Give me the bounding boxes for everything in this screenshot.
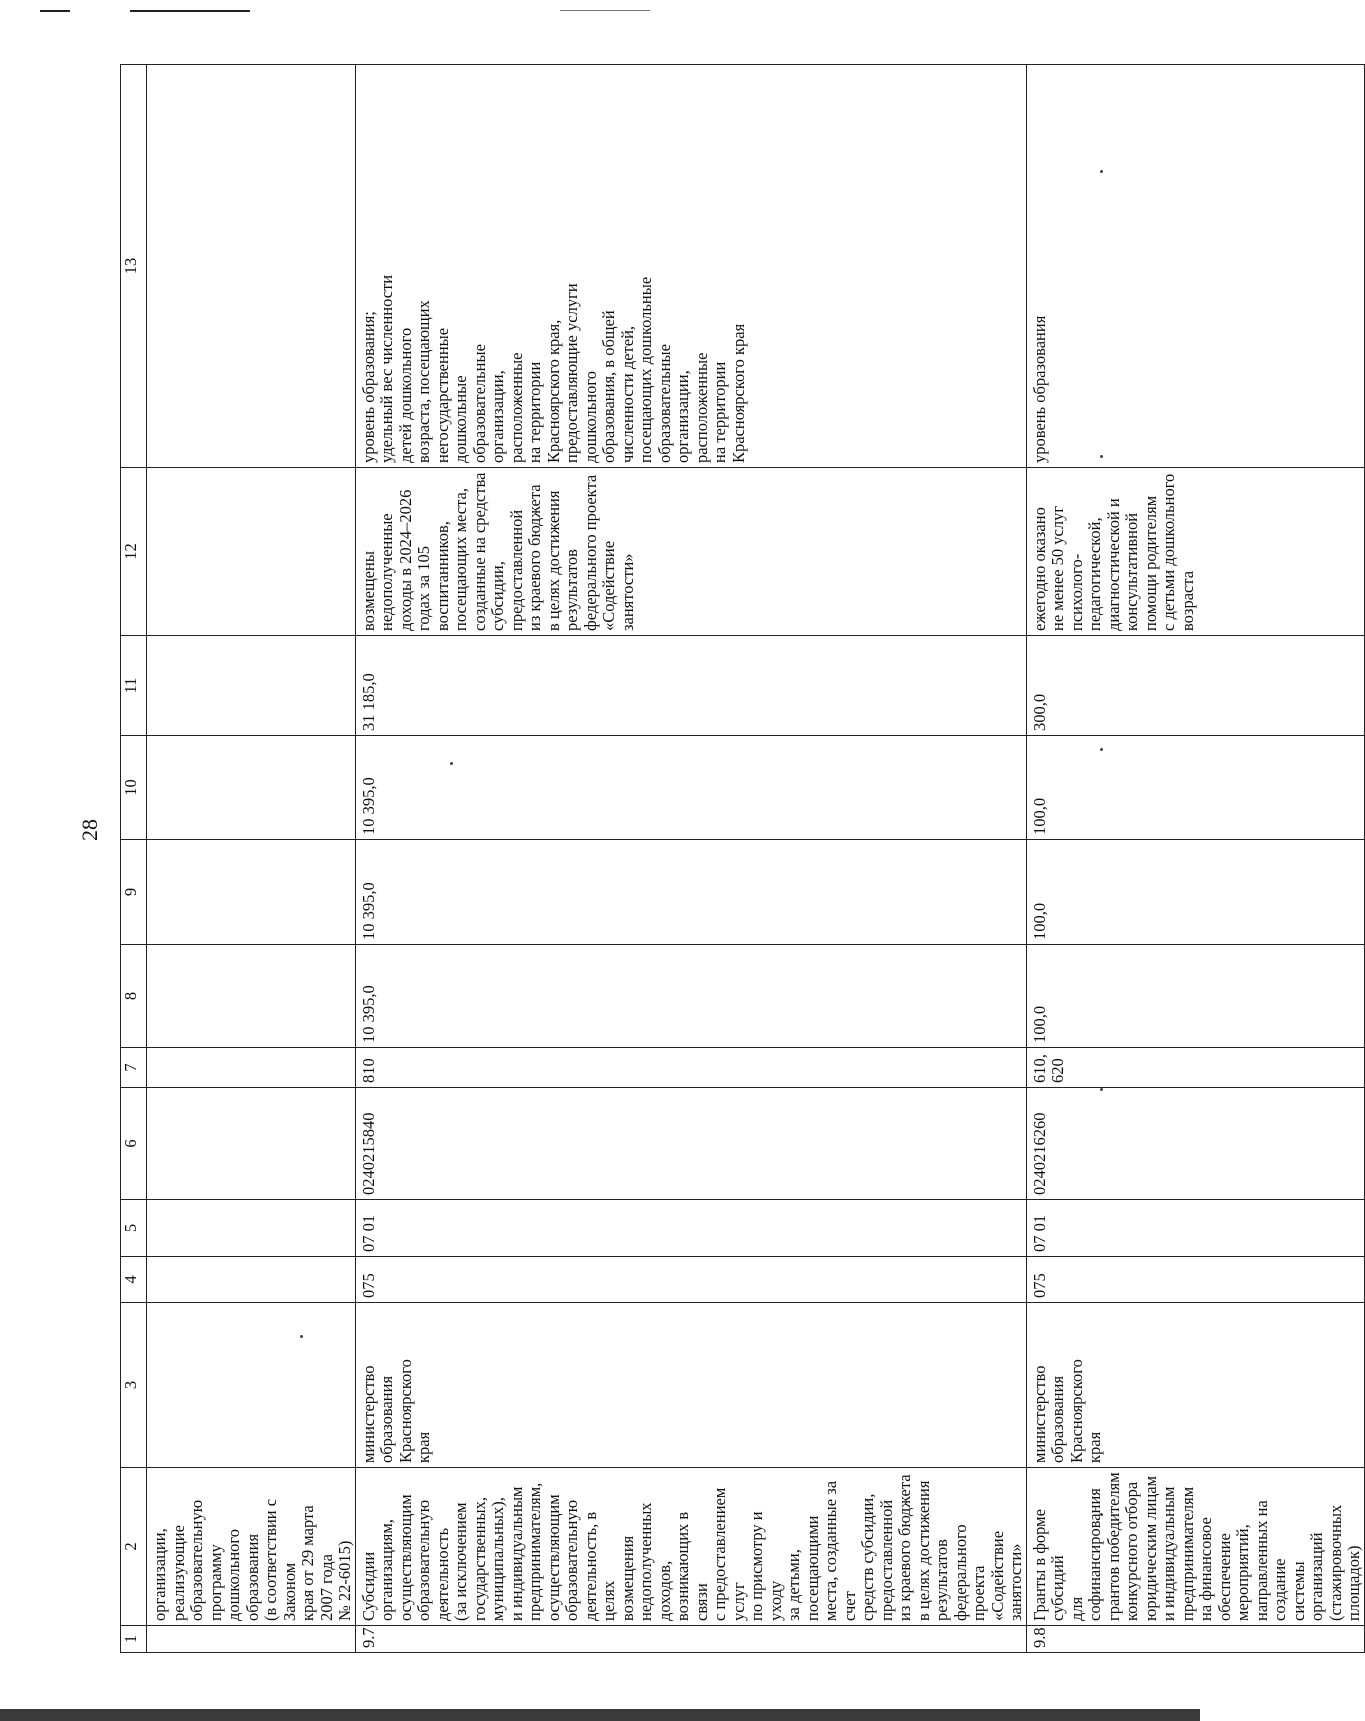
grbs-code-cell <box>147 1257 356 1303</box>
year-2-amount-cell: 10 395,0 <box>355 840 1026 945</box>
scan-bottom-edge <box>0 1709 1200 1721</box>
year-2-amount-cell <box>147 840 356 945</box>
year-1-amount-cell: 100,0 <box>1026 945 1364 1048</box>
column-number: 3 <box>121 1303 147 1468</box>
year-3-amount-cell <box>147 736 356 840</box>
column-number: 8 <box>121 945 147 1048</box>
column-number: 6 <box>121 1088 147 1200</box>
column-number: 10 <box>121 736 147 840</box>
target-article-cell <box>147 1088 356 1200</box>
scan-top-rule-center <box>130 10 250 12</box>
column-number: 11 <box>121 636 147 736</box>
row-number-cell: 9.8 <box>1026 1626 1364 1653</box>
target-article-cell: 0240215840 <box>355 1088 1026 1200</box>
column-number: 5 <box>121 1200 147 1257</box>
administrator-cell: министерство образования Красноярского края <box>355 1303 1026 1468</box>
year-2-amount-cell: 100,0 <box>1026 840 1364 945</box>
column-number: 1 <box>121 1626 147 1653</box>
target-article-cell: 0240216260 <box>1026 1088 1364 1200</box>
measure-name-cell: Субсидии организациям, осуществляющим образовательную деятельность (за исключением государственных, муниципальных), и индивидуальным предпринимателям, осуществляющим образовательную деятельность, в целях возмещения недополученных доходов, возникающих в связи с предоставлением услуг по присмотру и уходу за детьми, посещающими места, созданные за счет средств субсидии, предоставленной из краевого бюджета в целях достижения результатов федерального проекта «Содействие занятости» <box>355 1468 1026 1626</box>
scan-top-rule-right <box>560 10 650 11</box>
table-row-continuation <box>147 65 356 1653</box>
indicator-cell: уровень образования <box>1026 65 1364 468</box>
measure-name-cell: организации, реализующие образовательную программу дошкольного образования (в соответствии с Законом края от 29 марта 2007 года № 22-6015) <box>147 1468 356 1626</box>
grbs-code-cell: 075 <box>355 1257 1026 1303</box>
expected-result-cell: ежегодно оказано не менее 50 услуг психолого- педагогической, диагностической и консультативной помощи родителям с детьми дошкольного возраста <box>1026 468 1364 636</box>
expense-type-cell: 610, 620 <box>1026 1048 1364 1088</box>
total-amount-cell: 31 185,0 <box>355 636 1026 736</box>
measure-name-cell: Гранты в форме субсидий для софинансирования грантов победителям конкурсного отбора юридическим лицам и индивидуальным предпринимателям на финансовое обеспечение мероприятий, направленных на создание системы организаций (стажировочных площадок) <box>1026 1468 1364 1626</box>
year-1-amount-cell <box>147 945 356 1048</box>
section-code-cell: 07 01 <box>355 1200 1026 1257</box>
year-3-amount-cell: 10 395,0 <box>355 736 1026 840</box>
administrator-cell: министерство образования Красноярского края <box>1026 1303 1364 1468</box>
column-number: 7 <box>121 1048 147 1088</box>
section-code-cell <box>147 1200 356 1257</box>
indicator-cell: уровень образования; удельный вес численности детей дошкольного возраста, посещающих негосударственные дошкольные образовательные организации, расположенные на территории Красноярского края, предоставляющие услуги дошкольного образования, в общей численности детей, посещающих дошкольные образовательные организации, расположенные на территории Красноярского края <box>355 65 1026 468</box>
column-number: 13 <box>121 65 147 468</box>
table-row-9-8 <box>1026 65 1364 1653</box>
row-number-cell <box>147 1626 356 1653</box>
year-1-amount-cell: 10 395,0 <box>355 945 1026 1048</box>
scan-top-rule-left <box>40 10 70 12</box>
expected-result-cell: возмещены недополученные доходы в 2024–2026 годах за 105 воспитанников, посещающих места, созданные на средства субсидии, предоставленной из краевого бюджета в целях достижения результатов федерального проекта «Содействие занятости» <box>355 468 1026 636</box>
total-amount-cell: 300,0 <box>1026 636 1364 736</box>
column-number-row <box>121 65 147 1653</box>
expense-type-cell: 810 <box>355 1048 1026 1088</box>
column-number: 12 <box>121 468 147 636</box>
page-number: 28 <box>77 819 102 841</box>
column-number: 4 <box>121 1257 147 1303</box>
section-code-cell: 07 01 <box>1026 1200 1364 1257</box>
year-3-amount-cell: 100,0 <box>1026 736 1364 840</box>
column-number: 2 <box>121 1468 147 1626</box>
row-number-cell: 9.7 <box>355 1626 1026 1653</box>
rotated-table-container <box>120 65 1363 1653</box>
budget-measures-table <box>120 64 1365 1653</box>
expense-type-cell <box>147 1048 356 1088</box>
administrator-cell <box>147 1303 356 1468</box>
total-amount-cell <box>147 636 356 736</box>
expected-result-cell <box>147 468 356 636</box>
grbs-code-cell: 075 <box>1026 1257 1364 1303</box>
column-number: 9 <box>121 840 147 945</box>
table-row-9-7 <box>355 65 1026 1653</box>
indicator-cell <box>147 65 356 468</box>
